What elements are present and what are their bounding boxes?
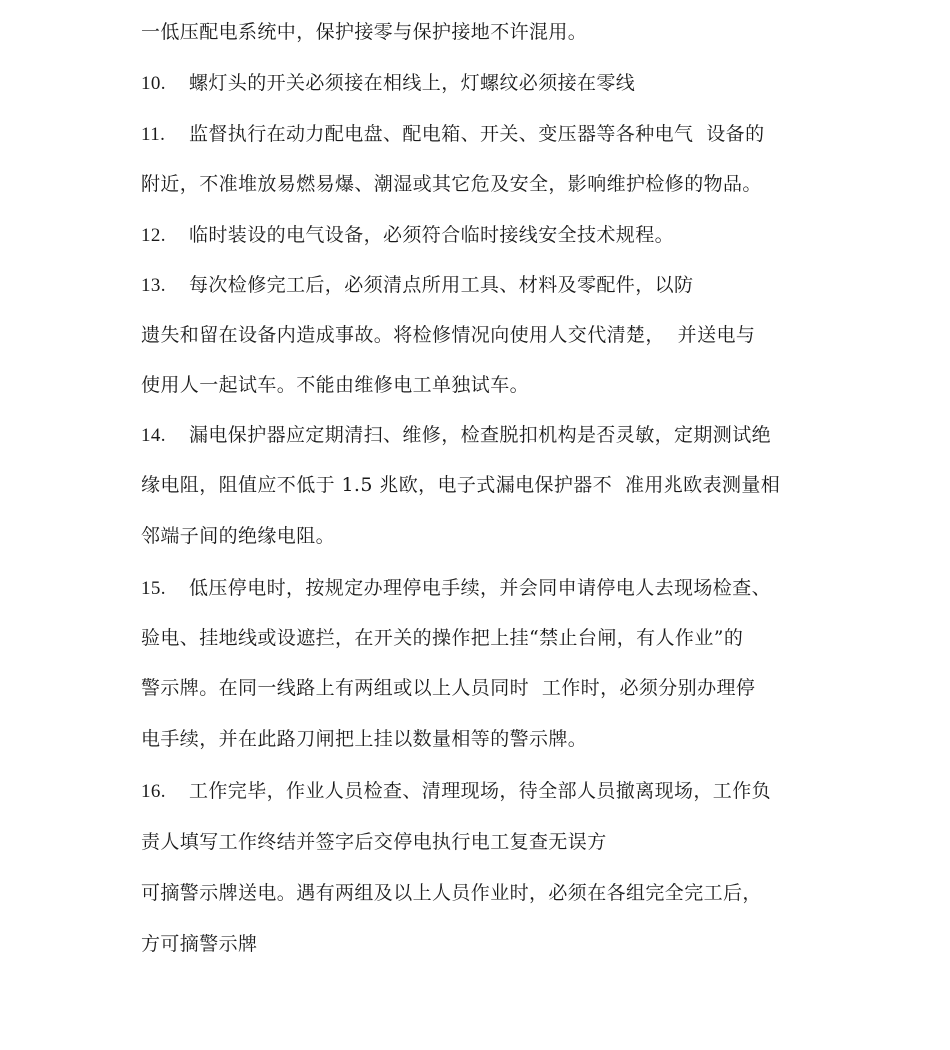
- line-text: 使用人一起试车。不能由维修电工单独试车。: [141, 374, 530, 396]
- line-text: 邻端子间的绝缘电阻。: [141, 525, 336, 547]
- text-line: [141, 673, 755, 703]
- item-number: 11.: [141, 124, 166, 145]
- list-item: [141, 270, 693, 300]
- line-text: 缘电阻，阻值应不低于 1.5 兆欧，电子式漏电保护器不 准用兆欧表测量相: [141, 474, 781, 496]
- list-item: [141, 776, 771, 806]
- line-text: 监督执行在动力配电盘、配电箱、开关、变压器等各种电气 设备的: [189, 123, 765, 145]
- item-number: 12.: [141, 225, 166, 246]
- line-text: 责人填写工作终结并签字后交停电执行电工复查无误方: [141, 831, 607, 853]
- line-text: 可摘警示牌送电。遇有两组及以上人员作业时，必须在各组完全完工后，: [141, 882, 762, 904]
- line-text: 警示牌。在同一线路上有两组或以上人员同时 工作时，必须分别办理停: [141, 677, 756, 699]
- text-line: [141, 878, 762, 908]
- line-text: 工作完毕，作业人员检查、清理现场，待全部人员撤离现场，工作负: [189, 780, 772, 802]
- line-text: 验电、挂地线或设遮拦，在开关的操作把上挂“禁止台闸，有人作业”的: [141, 627, 744, 649]
- text-line: [141, 521, 335, 551]
- list-item: [141, 68, 635, 98]
- line-text: 电手续，并在此路刀闸把上挂以数量相等的警示牌。: [141, 728, 588, 750]
- text-line: [141, 724, 587, 754]
- text-line: [141, 320, 755, 350]
- text-line: [141, 623, 743, 653]
- list-item: [141, 573, 771, 603]
- text-line: [141, 17, 587, 47]
- item-number: 10.: [141, 73, 166, 94]
- list-item: [141, 420, 771, 450]
- line-text: 漏电保护器应定期清扫、维修，检查脱扣机构是否灵敏，定期测试绝: [189, 424, 772, 446]
- text-line: [141, 169, 762, 199]
- line-text: 方可摘警示牌: [141, 933, 258, 955]
- item-number: 14.: [141, 425, 166, 446]
- line-text: 螺灯头的开关必须接在相线上，灯螺纹必须接在零线: [189, 72, 636, 94]
- list-item: [141, 119, 764, 149]
- line-text: 临时装设的电气设备，必须符合临时接线安全技术规程。: [189, 224, 675, 246]
- list-item: [141, 220, 674, 250]
- line-text: 附近，不准堆放易燃易爆、潮湿或其它危及安全，影响维护检修的物品。: [141, 173, 762, 195]
- text-line: [141, 929, 257, 959]
- line-text: 遗失和留在设备内造成事故。将检修情况向使用人交代清楚， 并送电与: [141, 324, 756, 346]
- text-line: [141, 370, 529, 400]
- line-text: 每次检修完工后，必须清点所用工具、材料及零配件，以防: [189, 274, 694, 296]
- text-line: [141, 827, 607, 857]
- line-text: 低压停电时，按规定办理停电手续，并会同申请停电人去现场检查、: [189, 577, 772, 599]
- item-number: 15.: [141, 578, 166, 599]
- text-line: [141, 470, 780, 500]
- item-number: 16.: [141, 781, 166, 802]
- item-number: 13.: [141, 275, 166, 296]
- line-text: 一低压配电系统中，保护接零与保护接地不许混用。: [141, 21, 588, 43]
